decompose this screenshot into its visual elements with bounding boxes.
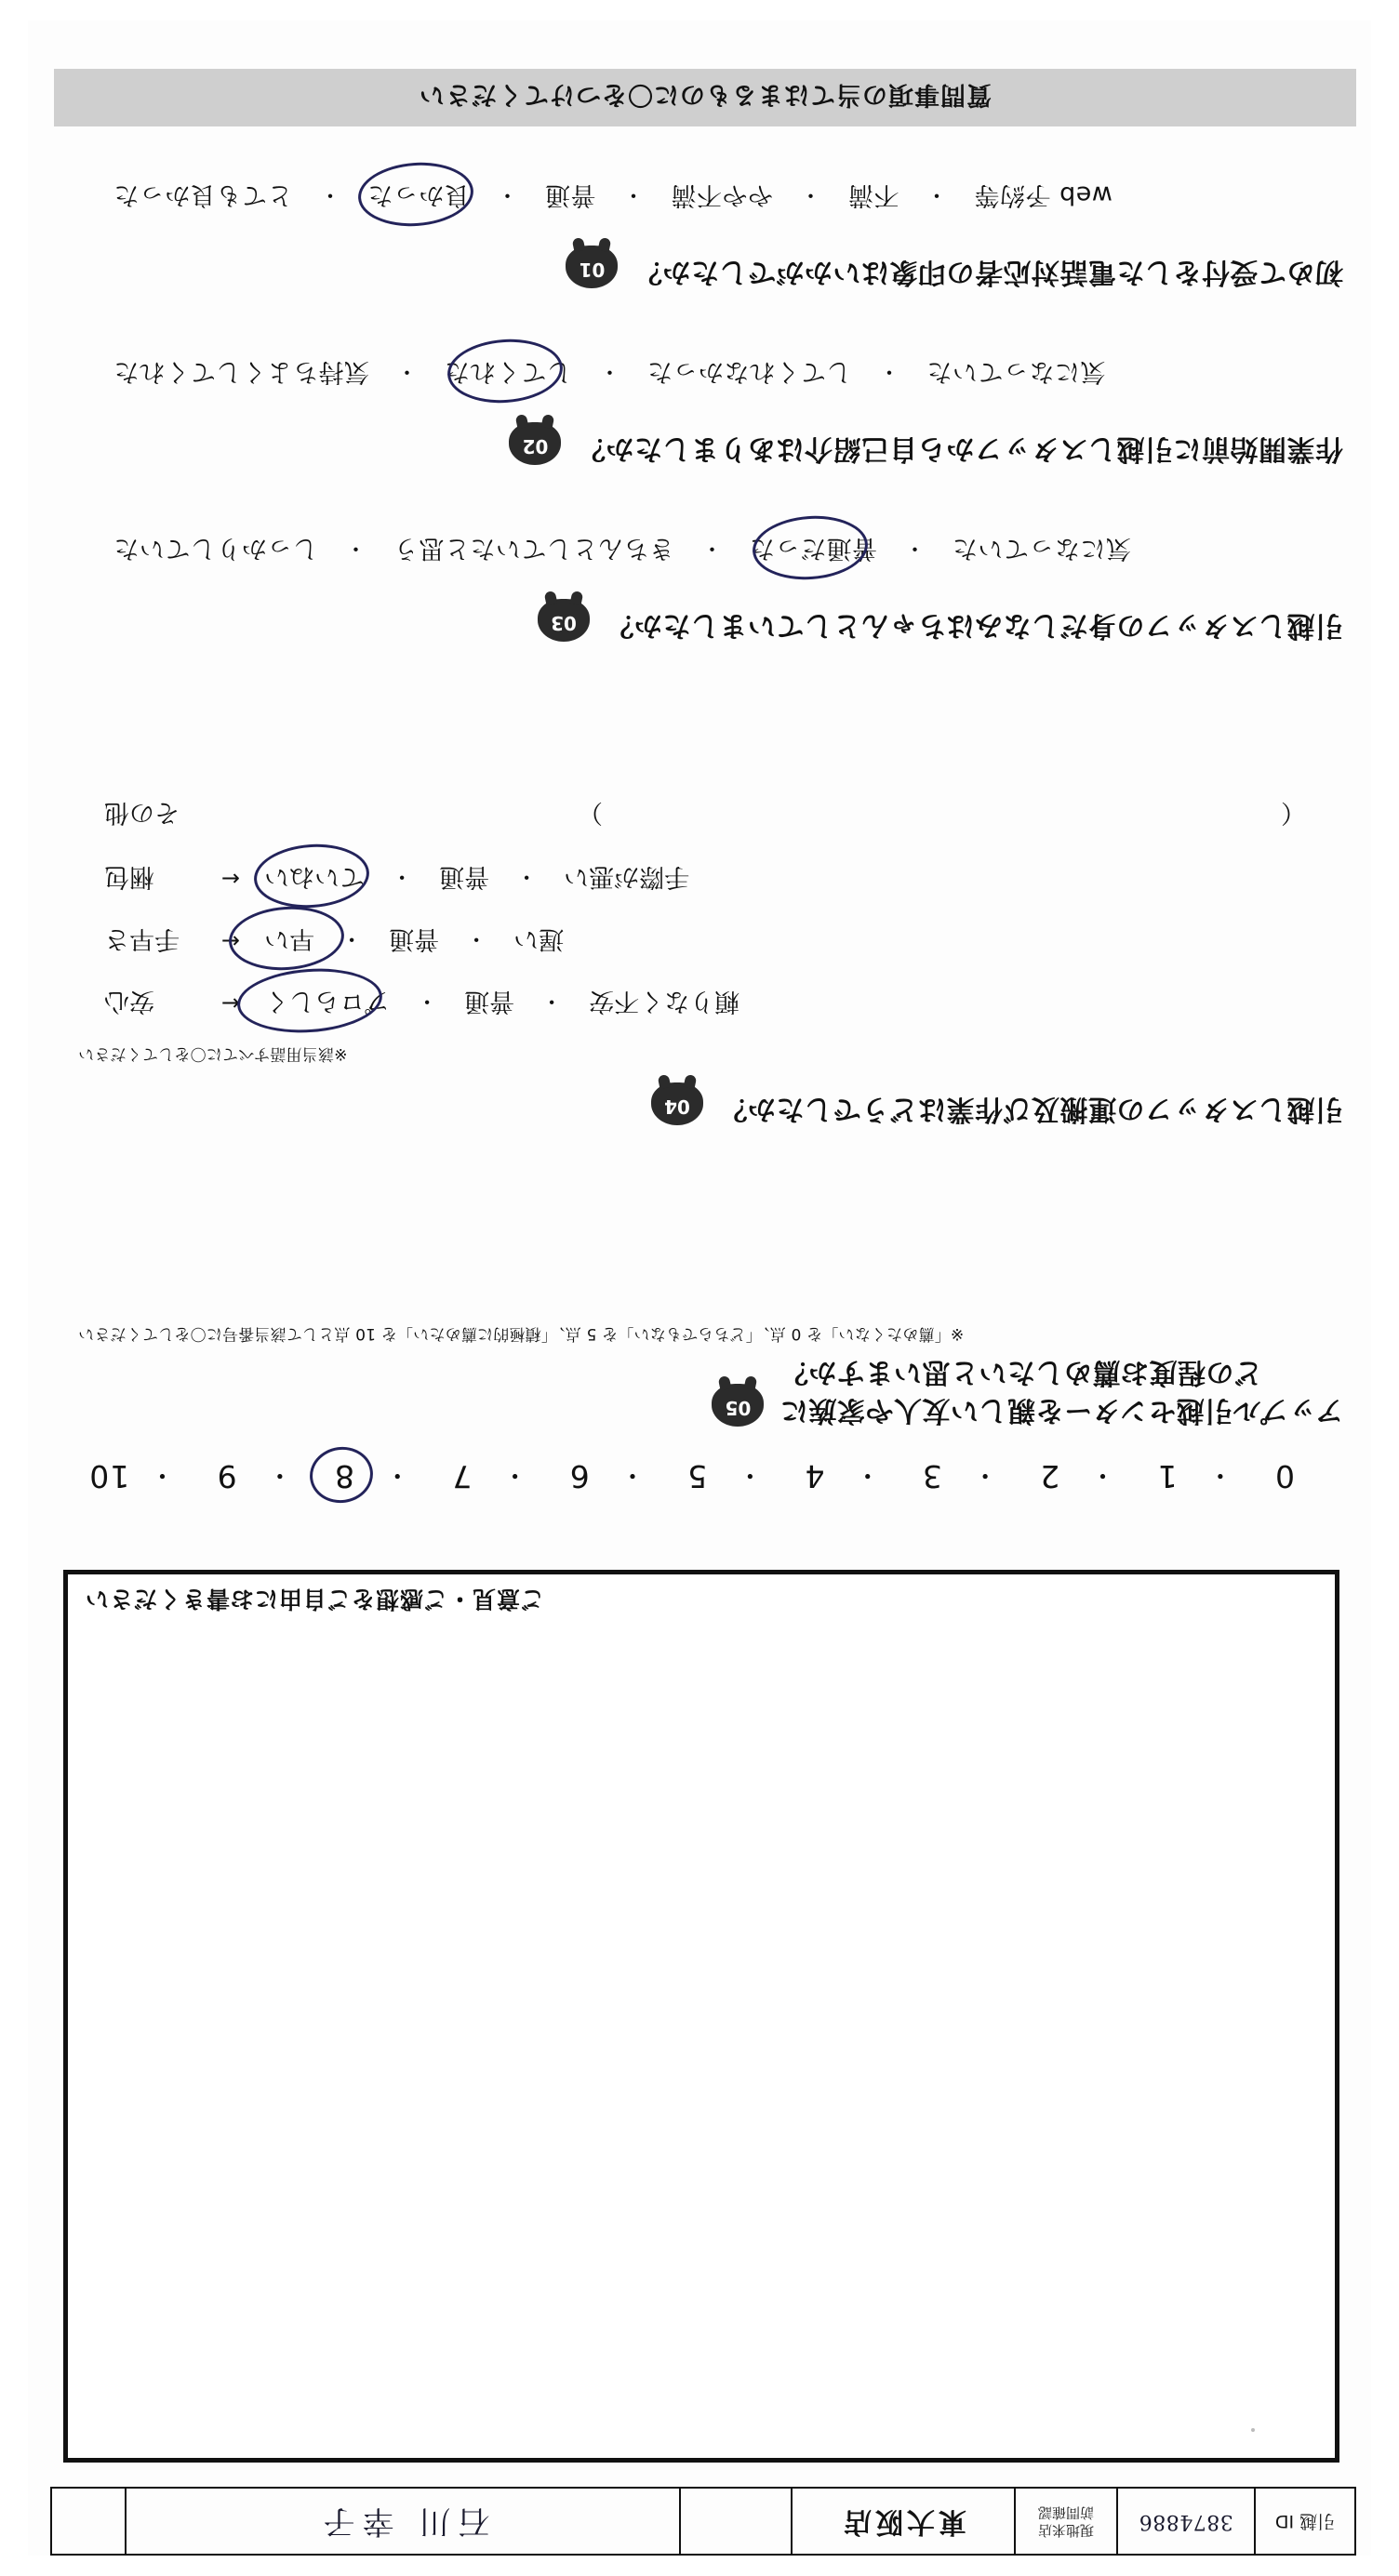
q02-option-4[interactable] — [917, 352, 1115, 396]
handwritten-circle-mark — [234, 964, 383, 1038]
scale-option-6[interactable] — [549, 1459, 610, 1495]
scale-sep: ・ — [972, 1460, 999, 1491]
nps-scale-row[interactable] — [78, 1451, 1315, 1503]
question-05-title-line1: アップル引越センターを親しい友人や家族に — [779, 1394, 1343, 1427]
q03-option-3[interactable] — [740, 529, 887, 573]
question-01-title — [634, 253, 1344, 297]
q04-konpou-option-1[interactable] — [255, 857, 374, 901]
q03-option-1[interactable] — [104, 529, 327, 573]
question-01-title-line1: 初めて受付をした電話対応者の印象はいかがでしたか？ — [633, 256, 1343, 288]
question-04-other-row[interactable] — [78, 797, 1343, 833]
q03-option-3-label: 普通だった — [749, 534, 877, 563]
question-03-number: 03 — [551, 612, 577, 634]
scale-sep: ・ — [1089, 1460, 1116, 1491]
survey-page — [28, 20, 1371, 2556]
q04-tebayasa-option-1[interactable] — [255, 920, 324, 963]
question-04-title — [719, 1090, 1343, 1134]
question-04-row-anshin — [78, 982, 1343, 1026]
question-04-title-line1: 引越しスタッフの運搬及び作業はどうでしたか？ — [719, 1093, 1343, 1125]
header-staff-name: 石川 幸子 — [125, 2489, 679, 2554]
option-separator: ・ — [496, 182, 519, 208]
question-03 — [78, 529, 1343, 649]
question-02-title-line1: 作業開始前に引越しスタッフから自己紹介はありましたか？ — [577, 432, 1343, 465]
question-03-options — [78, 529, 1343, 573]
option-separator: ・ — [903, 536, 926, 562]
option-separator: ・ — [515, 864, 539, 890]
question-01-number: 01 — [579, 259, 606, 281]
option-separator: ・ — [344, 536, 367, 562]
question-05-number: 05 — [725, 1397, 752, 1419]
handwritten-circle-mark — [446, 336, 565, 406]
free-comment-label: ご意見・ご感想をご自由にお書きください — [85, 1586, 545, 1613]
scale-label-1: 1 — [1156, 1458, 1178, 1495]
q04-konpou-option-1-label: ていねい — [264, 862, 366, 891]
q01-option-4[interactable] — [661, 176, 782, 219]
question-number-badge-icon — [710, 1374, 767, 1434]
question-05-title-line2: どの程度お薦めしたいと思いますか？ — [779, 1356, 1262, 1389]
question-02 — [78, 352, 1343, 472]
q04-anshin-option-2[interactable] — [455, 982, 524, 1026]
option-separator: ・ — [340, 926, 364, 952]
scale-sep: ・ — [854, 1460, 881, 1491]
scale-label-8: 8 — [334, 1458, 354, 1495]
question-01-head — [78, 236, 1343, 296]
question-04 — [78, 797, 1343, 1133]
header-id-value: 3874886 — [1116, 2489, 1254, 2554]
q02-option-1[interactable] — [104, 352, 379, 396]
option-separator: ・ — [395, 359, 419, 385]
q01-option-6[interactable] — [965, 176, 1122, 219]
q04-anshin-option-3-label: 頼りなく不安 — [589, 987, 740, 1016]
header-blank-cell-1 — [679, 2489, 791, 2554]
scale-label-10: 10 — [88, 1458, 130, 1495]
q04-konpou-option-3[interactable] — [554, 857, 699, 901]
scale-option-8[interactable] — [313, 1459, 375, 1495]
instruction-text: 質問事項の当てはまるものに〇をつけてください — [419, 80, 992, 110]
scale-sep: ・ — [149, 1460, 176, 1491]
handwritten-circle-mark — [227, 903, 346, 974]
scale-label-2: 2 — [1039, 1458, 1060, 1495]
option-separator: ・ — [799, 182, 822, 208]
q02-option-2[interactable] — [435, 352, 582, 396]
handwritten-circle-mark — [252, 841, 371, 911]
q03-option-2-label: きちんとしていたと思う — [393, 534, 674, 563]
q04-anshin-option-2-label: 普通 — [464, 987, 515, 1016]
scale-option-10[interactable] — [78, 1459, 140, 1495]
scale-option-7[interactable] — [431, 1459, 492, 1495]
arrow-icon: → — [221, 990, 241, 1017]
q02-option-4-label: 気になっていた — [926, 357, 1106, 386]
header-visit-label-line2: 訪問確認 — [1038, 2504, 1095, 2521]
option-separator: ・ — [621, 182, 645, 208]
instruction-band — [54, 69, 1356, 126]
q04-anshin-option-1-label: プロらしく — [264, 987, 391, 1016]
q04-tebayasa-option-2[interactable] — [380, 920, 448, 963]
scale-option-9[interactable] — [196, 1459, 258, 1495]
header-store-name: 東大阪店 — [791, 2489, 1014, 2554]
scale-sep: ・ — [501, 1460, 528, 1491]
scale-label-7: 7 — [451, 1458, 473, 1495]
q02-option-1-label: 気持ちよくしてくれた — [113, 357, 369, 386]
scale-option-5[interactable] — [666, 1459, 727, 1495]
option-separator: ・ — [540, 989, 564, 1015]
q02-option-3-label: してくれなかった — [646, 357, 852, 386]
scale-sep: ・ — [619, 1460, 646, 1491]
question-04-row-tebayasa-label: 手早さ — [104, 924, 180, 953]
option-separator: ・ — [925, 182, 948, 208]
scale-label-0: 0 — [1274, 1458, 1295, 1495]
scale-label-9: 9 — [216, 1458, 237, 1495]
free-comment-box[interactable] — [63, 1570, 1339, 2463]
question-number-badge-icon — [564, 236, 621, 296]
q04-anshin-option-1[interactable] — [255, 982, 399, 1026]
question-02-title — [578, 430, 1344, 473]
question-02-head — [78, 413, 1343, 472]
arrow-icon: → — [221, 928, 241, 955]
q03-option-2[interactable] — [384, 529, 685, 573]
handwritten-circle-mark — [306, 1443, 377, 1507]
q04-tebayasa-option-1-label: 早い — [264, 924, 315, 953]
q03-option-4[interactable] — [943, 529, 1141, 573]
q04-konpou-option-2[interactable] — [430, 857, 499, 901]
q04-anshin-option-3[interactable] — [580, 982, 749, 1026]
q04-tebayasa-option-3-label: 遅い — [513, 924, 565, 953]
handwritten-circle-mark — [356, 159, 475, 230]
option-separator: ・ — [391, 864, 414, 890]
scale-label-5: 5 — [686, 1458, 708, 1495]
scale-label-4: 4 — [804, 1458, 825, 1495]
header-table — [50, 2487, 1356, 2556]
question-04-note: ※該当用語すべてに〇をしてください — [78, 1044, 348, 1063]
question-04-row-konpou-label: 梱包 — [104, 862, 154, 891]
question-02-number: 02 — [522, 435, 549, 458]
option-separator: ・ — [465, 926, 488, 952]
question-04-row-tebayasa — [78, 920, 1343, 963]
arrow-icon: → — [221, 866, 241, 893]
question-number-badge-icon — [535, 590, 593, 649]
question-03-title — [606, 606, 1343, 650]
option-separator: ・ — [877, 359, 900, 385]
q01-option-2-label: 良かった — [367, 180, 470, 209]
question-number-badge-icon — [507, 413, 565, 472]
q01-option-3[interactable] — [536, 176, 606, 219]
question-04-other-input[interactable]: （ ） — [578, 798, 1306, 827]
q04-konpou-option-3-label: 手際が悪い — [564, 862, 690, 891]
header-visit-label-line1: 現地来店 — [1038, 2521, 1095, 2539]
q01-option-2[interactable] — [358, 176, 479, 219]
q03-option-4-label: 気になっていた — [952, 534, 1131, 563]
option-separator: ・ — [416, 989, 439, 1015]
header-visit-label — [1014, 2489, 1116, 2554]
q02-option-2-label: してくれた — [444, 357, 572, 386]
scale-sep: ・ — [737, 1460, 764, 1491]
option-separator: ・ — [318, 182, 341, 208]
question-04-row-anshin-label: 安心 — [104, 987, 154, 1016]
q01-option-1-label: とても良かった — [113, 180, 293, 209]
question-04-number: 04 — [664, 1095, 690, 1118]
question-02-options — [78, 352, 1343, 396]
question-03-title-line1: 引越しスタッフの身だしなみはちゃんとしていましたか？ — [606, 609, 1343, 642]
scale-option-4[interactable] — [784, 1459, 846, 1495]
question-05-title — [780, 1353, 1344, 1434]
q01-option-5[interactable] — [839, 176, 909, 219]
q01-option-3-label: 普通 — [544, 180, 596, 209]
scale-option-1[interactable] — [1137, 1459, 1198, 1495]
question-01 — [78, 176, 1343, 296]
q01-option-5-label: 不満 — [847, 180, 899, 209]
scan-speck — [1251, 2428, 1255, 2432]
q04-konpou-option-2-label: 普通 — [439, 862, 490, 891]
scale-option-2[interactable] — [1019, 1459, 1080, 1495]
question-03-head — [78, 590, 1343, 649]
scale-label-3: 3 — [921, 1458, 942, 1495]
question-05-head — [78, 1353, 1343, 1434]
question-05 — [78, 1324, 1343, 1434]
question-05-note: ※「薦めたくない」を 0 点、「どちらでもない」を 5 点、「積極的に薦めたい」を 10 点として該当番号に〇をしてください — [78, 1324, 965, 1343]
q04-tebayasa-option-2-label: 普通 — [389, 924, 440, 953]
q04-tebayasa-option-3[interactable] — [504, 920, 573, 963]
scale-option-3[interactable] — [901, 1459, 963, 1495]
option-separator: ・ — [700, 536, 724, 562]
question-04-head — [78, 1073, 1343, 1133]
header-id-label: 引越 ID — [1254, 2489, 1354, 2554]
question-04-other-label: その他 — [104, 798, 180, 827]
question-04-row-konpou — [78, 857, 1343, 901]
q02-option-3[interactable] — [638, 352, 861, 396]
header-blank-cell-2 — [52, 2489, 125, 2554]
q03-option-1-label: しっかりしていた — [113, 534, 318, 563]
handwritten-circle-mark — [751, 512, 870, 583]
question-number-badge-icon — [648, 1073, 706, 1133]
scale-sep: ・ — [1206, 1460, 1233, 1491]
scale-label-6: 6 — [568, 1458, 590, 1495]
q01-option-4-label: やや不満 — [671, 180, 773, 209]
scale-sep: ・ — [384, 1460, 411, 1491]
question-01-options — [78, 176, 1343, 219]
scale-option-0[interactable] — [1254, 1459, 1315, 1495]
scale-sep: ・ — [266, 1460, 293, 1491]
q01-option-6-label: web 予約等 — [974, 180, 1113, 209]
q01-option-1[interactable] — [104, 176, 302, 219]
option-separator: ・ — [598, 359, 621, 385]
